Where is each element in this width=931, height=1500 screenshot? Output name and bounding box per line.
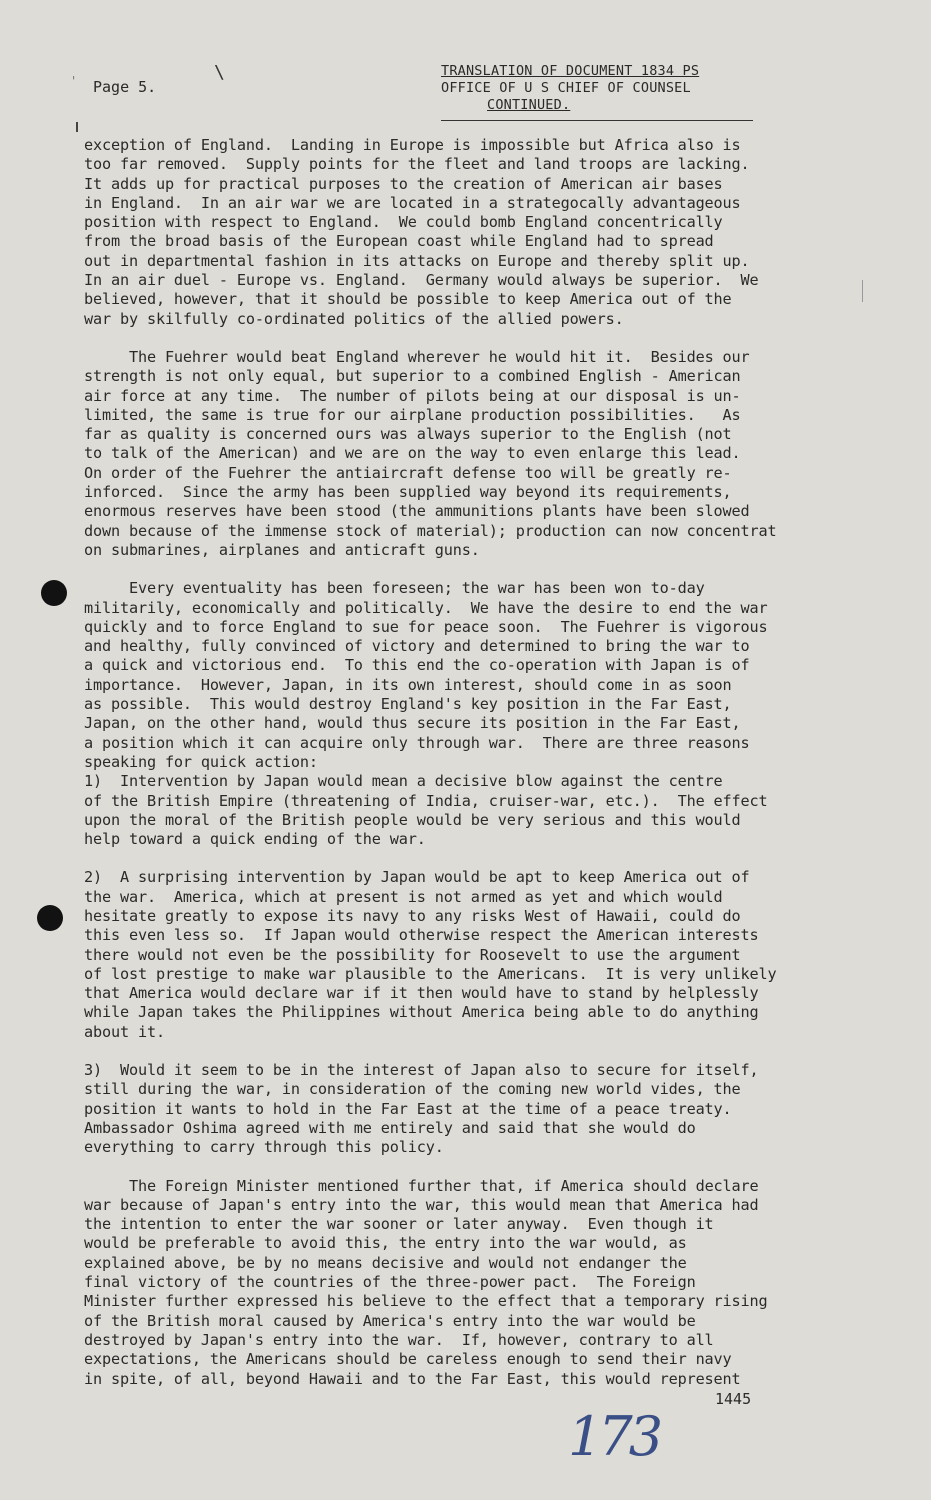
paragraph-3: Every eventuality has been foreseen; the war has been won to-day militarily, economically and politically. We have the desire to end the war quickly and to force England to sue for peace soon. The Fuehrer is vigorous and healthy, fully convinced of victory and determined to bring the war to a quick and victorious end. To this end the co-operation with Japan is of importance. However, Japan, in its own interest, should come in as soon as possible. This would destroy England's key position in the Far East, Japan, on the other hand, would thus secure its position in the Far East, a position which it can acquire only through war. There are three reasons speaking for quick action: 1) Intervention by Japan would mean a decisive blow against the centre of the British Empire (threatening of India, cruiser-war, etc.). The effect upon the moral of the British people would be very serious and this would help toward a quick ending of the war. — [84, 579, 768, 849]
paragraph-2: The Fuehrer would beat England wherever he would hit it. Besides our strength is not only equal, but superior to a combined English - American air force at any time. The number of pilots being at our disposal is un- limited, the same is true for our airplane production possibilities. As far as quality is concerned ours was always superior to the English (not to talk of the American) and we are on the way to even enlarge this lead. On order of the Fuehrer the antiaircraft defense too will be greatly re- inforced. Since the army has been supplied way beyond its requirements, enormous reserves have been stood (the ammunitions plants have been slowed down because of the immense stock of material); production can now concentrat on submarines, airplanes and anticraft guns. — [84, 347, 777, 559]
paragraph-6: The Foreign Minister mentioned further that, if America should declare war because of Japan's entry into the war, this would mean that America had the intention to enter the war sooner or later anyway. Even though it would be preferable to avoid this, the entry into the war would, as explained above, be by no means decisive and would not endanger the final victory of the countries of the three-power pact. The Foreign Minister further expressed his believe to the effect that a temporary rising of the British moral caused by America's entry into the war would be destroyed by Japan's entry into the war. If, however, contrary to all expectations, the Americans should be careless enough to send their navy in spite, of all, beyond Hawaii and to the Far East, this would represent — [84, 1176, 768, 1388]
document-header — [441, 63, 751, 114]
margin-tick — [76, 122, 78, 132]
header-rule — [441, 120, 753, 121]
slash-mark: \ — [214, 62, 225, 83]
header-line-2: OFFICE OF U S CHIEF OF COUNSEL — [441, 80, 691, 96]
paragraph-4: 2) A surprising intervention by Japan would be apt to keep America out of the war. America, which at present is not armed as yet and which would hesitate greatly to expose its navy to any risks West of Hawaii, could do this even less so. If Japan would otherwise respect the American interests there would not even be the possibility for Roosevelt to use the argument of lost prestige to make war plausible to the Americans. It is very unlikely that America would declare war if it then would have to stand by helplessly while Japan takes the Philippines without America being able to do anything about it. — [84, 868, 777, 1041]
header-line-3: CONTINUED. — [487, 97, 571, 113]
top-mark: ' — [70, 74, 78, 88]
punch-hole-top — [41, 580, 67, 606]
paragraph-1: exception of England. Landing in Europe is impossible but Africa also is too far removed. Supply points for the fleet and land troops are lacking. It adds up for practical purposes to the creation of American air bases in England. In an air war we are located in a strategocally advantageous position with respect to England. We could bomb England concentrically from the broad basis of the European coast while England had to spread out in departmental fashion in its attacks on Europe and thereby split up. In an air duel - Europe vs. England. Germany would always be superior. We believed, however, that it should be possible to keep America out of the war by skilfully co-ordinated politics of the allied powers. — [84, 136, 759, 328]
paragraph-5: 3) Would it seem to be in the interest of Japan also to secure for itself, still during the war, in consideration of the coming new world vides, the position it wants to hold in the Far East at the time of a peace treaty. Ambassador Oshima agreed with me entirely and said that she would do everything to carry through this policy. — [84, 1061, 759, 1157]
right-margin-mark — [862, 280, 863, 302]
handwritten-page-number: 173 — [568, 1405, 660, 1468]
header-line-1: TRANSLATION OF DOCUMENT 1834 PS — [441, 63, 700, 79]
footer-number: 1445 — [715, 1390, 752, 1408]
document-body — [84, 136, 829, 1389]
punch-hole-bottom — [37, 905, 63, 931]
page-label: Page 5. — [93, 78, 157, 96]
